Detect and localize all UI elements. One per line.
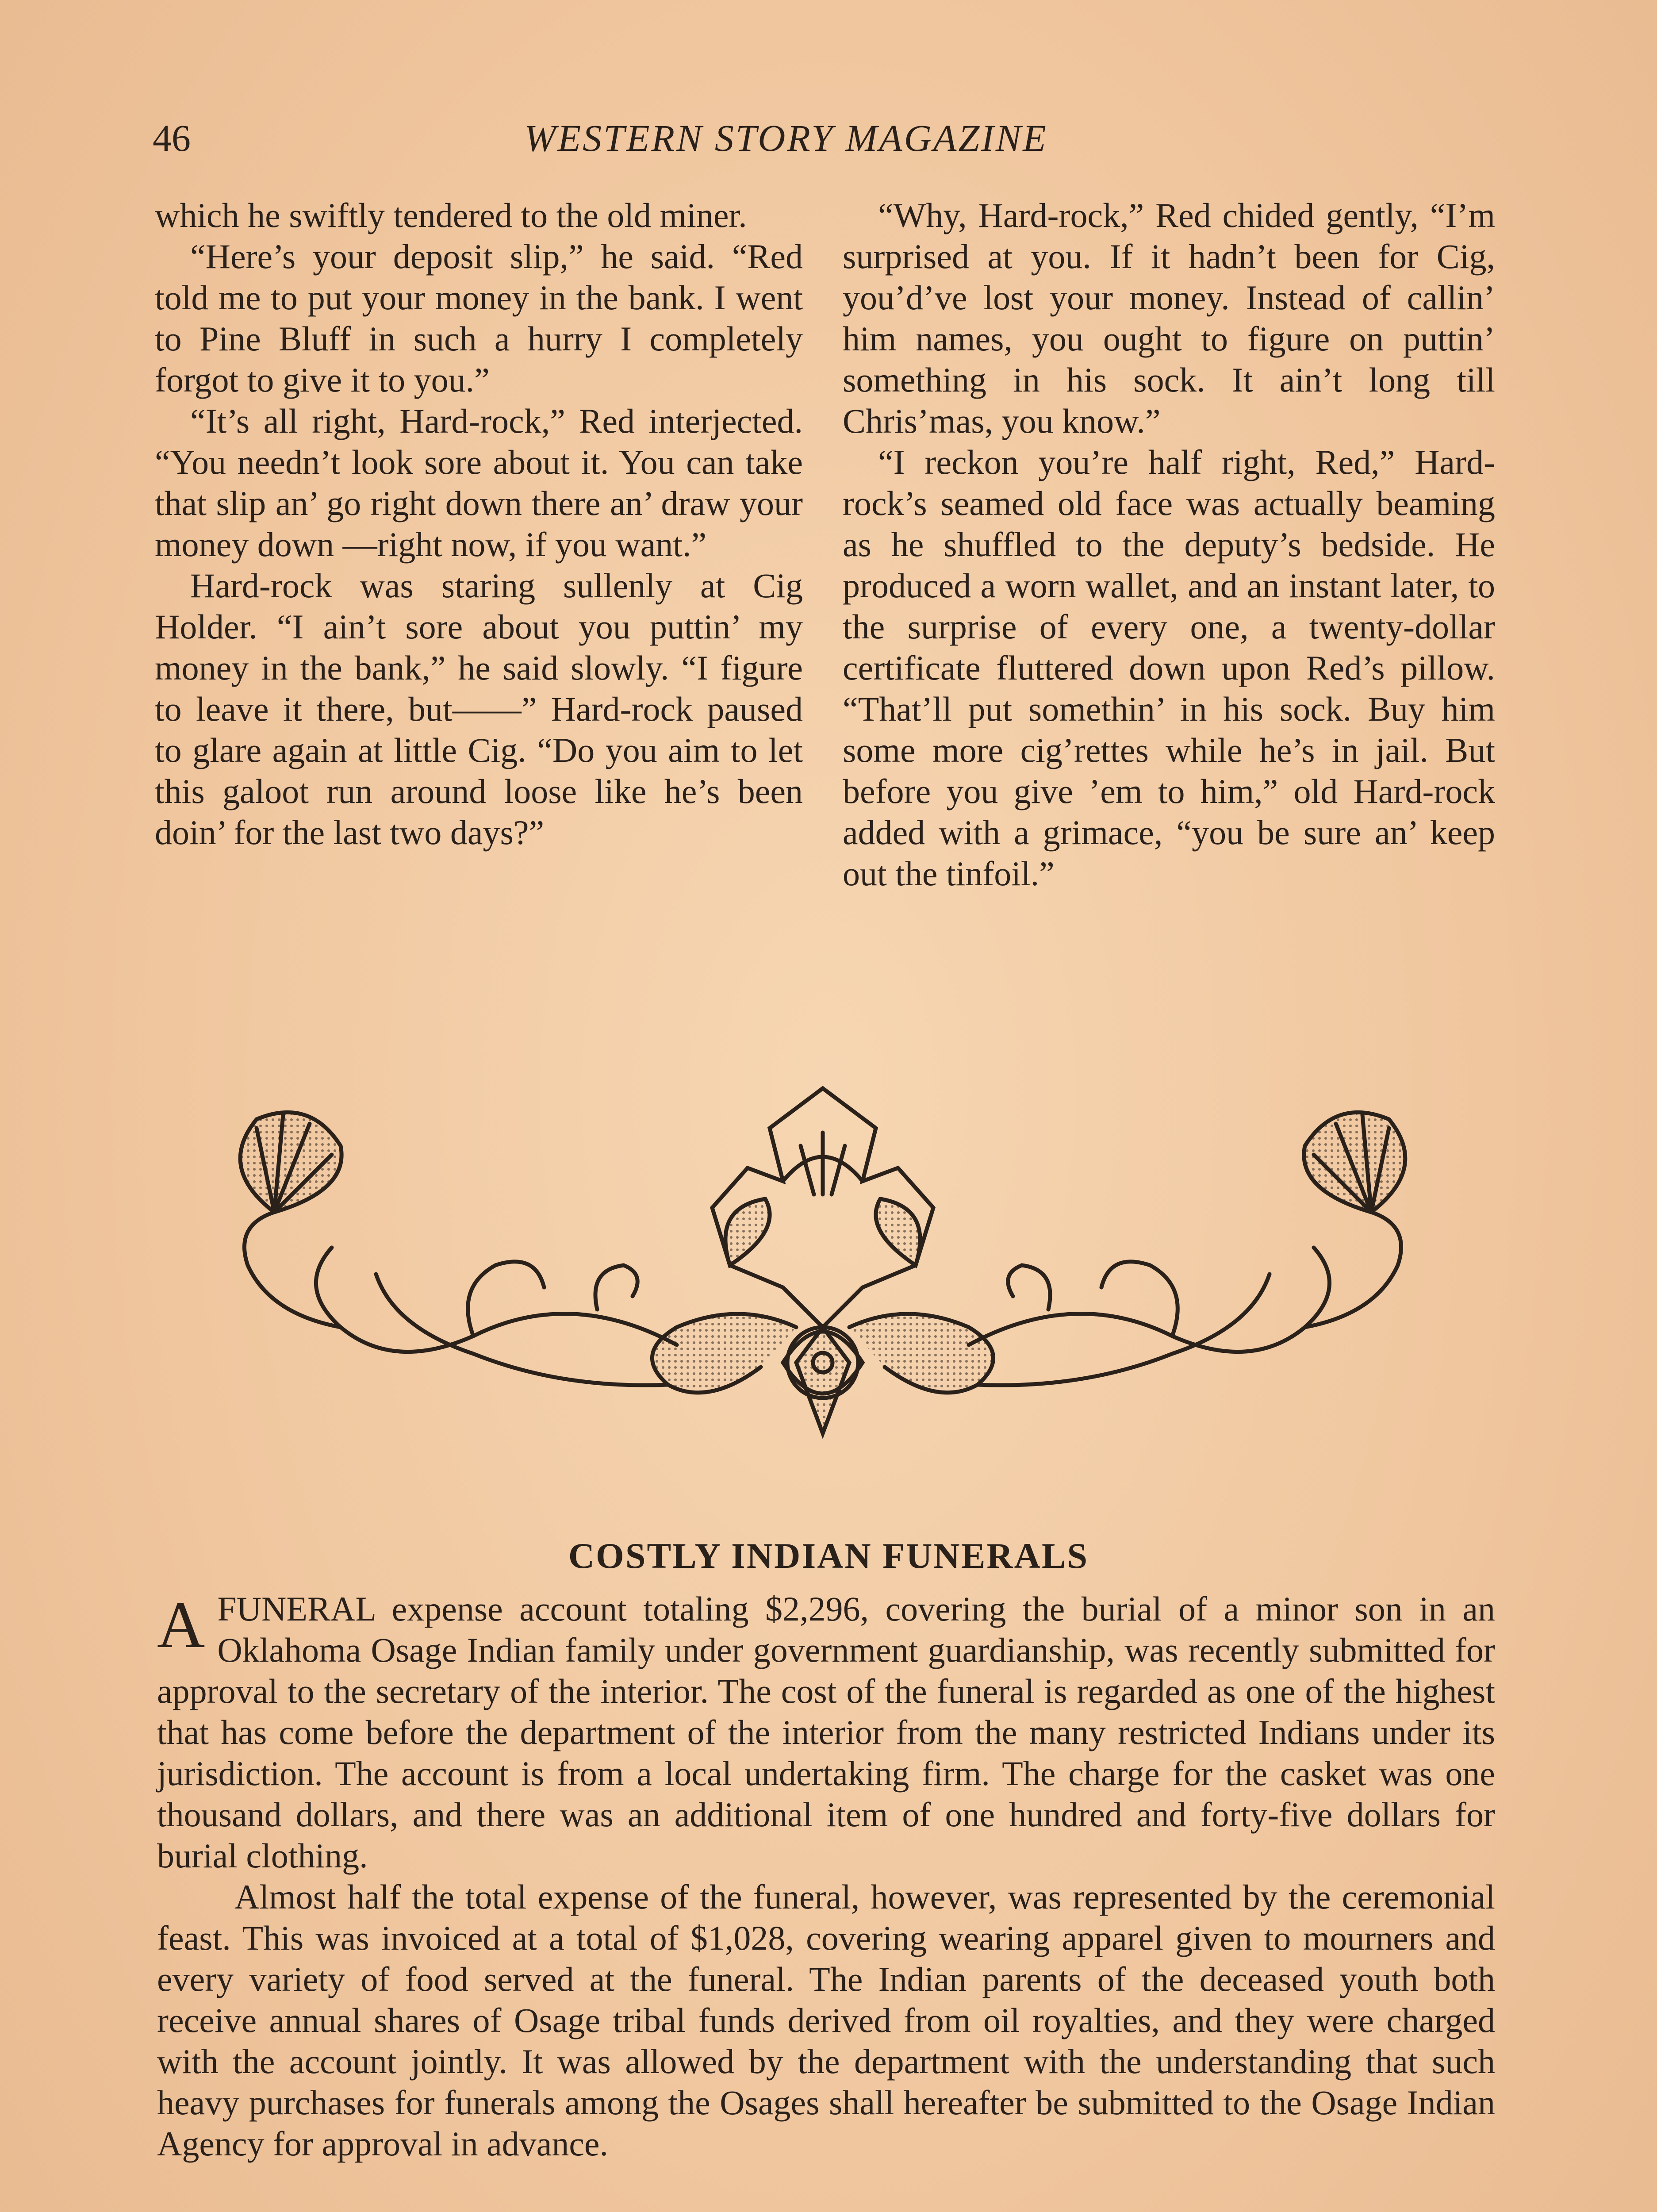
- decorative-ornament: [208, 1079, 1438, 1478]
- drop-cap: A: [157, 1588, 205, 1662]
- article-title: COSTLY INDIAN FUNERALS: [568, 1536, 1089, 1576]
- article-body: [157, 1588, 1495, 2164]
- story-paragraph: “I reckon you’re half right, Red,” Hard-rock’s seamed old face was actually beaming as he shuffled to the deputy’s bedside. He produced a worn wallet, and an instant later, to the surprise of every one, a twenty-dollar certificate fluttered down upon Red’s pillow. “That’ll put somethin’ in his sock. Buy him some more cig’rettes while he’s in jail. But before you give ’em to him,” old Hard-rock added with a grimace, “you be sure an’ keep out the tinfoil.”: [843, 443, 1495, 893]
- story-paragraph: “Why, Hard-rock,” Red chided gently, “I’m surprised at you. If it hadn’t been for Cig, you’d’ve lost your money. Instead of callin’ him names, you ought to figure on puttin’ something in his sock. It ain’t long till Chris’mas, you know.”: [843, 196, 1495, 440]
- story-paragraph: “Here’s your deposit slip,” he said. “Red told me to put your money in the bank. I went to Pine Bluff in such a hurry I completely forgot to give it to you.”: [155, 237, 803, 399]
- page-header: [153, 116, 1135, 169]
- page-number: 46: [153, 117, 191, 159]
- magazine-title: WESTERN STORY MAGAZINE: [524, 117, 1048, 159]
- story-paragraph: “It’s all right, Hard-rock,” Red interjected. “You needn’t look sore about it. You can take that slip an’ go right down there an’ draw your money down —right now, if you want.”: [155, 402, 803, 564]
- article-paragraph: Almost half the total expense of the funeral, however, was represented by the ceremonial feast. This was invoiced at a total of $1,028, covering wearing apparel given to mourners and every variety of food served at the funeral. The Indian parents of the deceased youth both receive annual shares of Osage tribal funds derived from oil royalties, and they were charged with the account jointly. It was allowed by the department with the understanding that such heavy purchases for funerals among the Osages shall hereafter be submitted to the Osage Indian Agency for approval in advance.: [157, 1878, 1495, 2163]
- story-paragraph: which he swiftly tendered to the old miner.: [155, 196, 747, 234]
- article-paragraph-text: FUNERAL expense account totaling $2,296, covering the burial of a minor son in an Oklahoma Osage Indian family under government guardianship, was recently submitted for approval to the secretary of the interior. The cost of the funeral is regarded as one of the highest that has come before the department of the interior from the many restricted Indians under its jurisdiction. The account is from a local undertaking firm. The charge for the casket was one thousand dollars, and there was an additional item of one hundred and forty-five dollars for burial clothing.: [157, 1590, 1495, 1875]
- story-paragraph: Hard-rock was staring sullenly at Cig Holder. “I ain’t sore about you puttin’ my money in the bank,” he said slowly. “I figure to leave it there, but——” Hard-rock paused to glare again at little Cig. “Do you aim to let this galoot run around loose like he’s been doin’ for the last two days?”: [155, 566, 803, 852]
- story-right-column: [843, 195, 1495, 894]
- article-paragraph: [157, 1588, 1495, 1876]
- story-left-column: [155, 195, 803, 853]
